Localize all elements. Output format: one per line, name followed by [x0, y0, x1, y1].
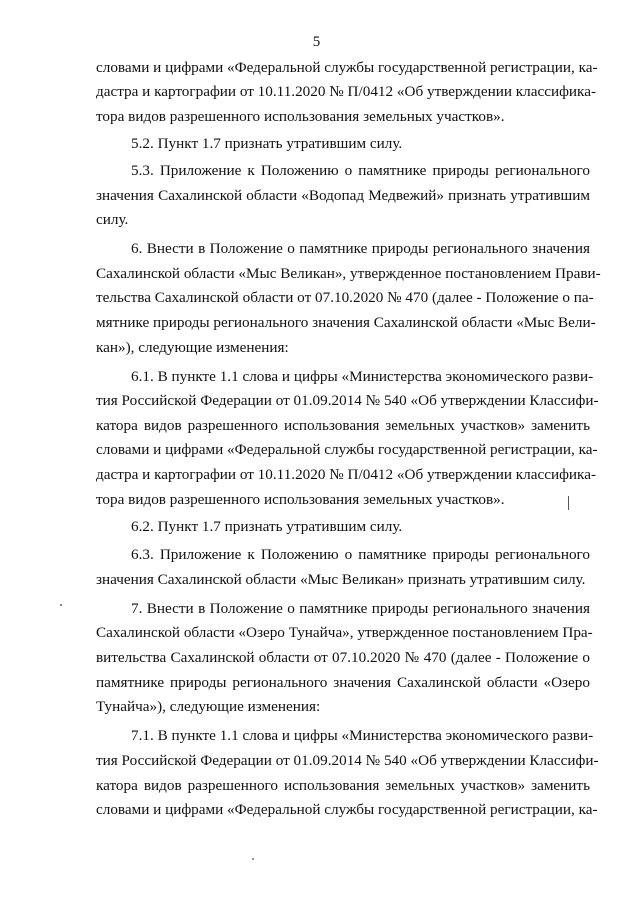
scan-mark [568, 496, 569, 510]
text-line: 6.1. В пункте 1.1 слова и цифры «Министерства экономического разви- [131, 368, 594, 385]
text-line: катора видов разрешенного использования земельных участков» заменить [96, 417, 590, 434]
text-line: дастра и картографии от 10.11.2020 № П/0412 «Об утверждении классифика- [96, 83, 597, 100]
text-line: катора видов разрешенного использования земельных участков» заменить [96, 777, 590, 794]
text-line: Сахалинской области «Мыс Великан», утвержденное постановлением Прави- [96, 265, 601, 282]
text-line: тия Российской Федерации от 01.09.2014 № 540 «Об утверждении Классифи- [96, 752, 599, 769]
text-line: значения Сахалинской области «Водопад Медвежий» признать утратившим [96, 187, 590, 204]
text-line: дастра и картографии от 10.11.2020 № П/0412 «Об утверждении классифика- [96, 466, 597, 483]
text-line: значения Сахалинской области «Мыс Великан» признать утратившим силу. [96, 571, 586, 588]
text-line: 6.2. Пункт 1.7 признать утратившим силу. [131, 518, 403, 535]
text-line: словами и цифрами «Федеральной службы государственной регистрации, ка- [96, 59, 598, 76]
text-line: 5.3. Приложение к Положению о памятнике природы регионального [131, 162, 590, 179]
text-line: кан»), следующие изменения: [96, 339, 289, 356]
page-number: 5 [312, 34, 321, 50]
text-line: тельства Сахалинской области от 07.10.2020 № 470 (далее - Положение о па- [96, 289, 594, 306]
text-line: 5.2. Пункт 1.7 признать утратившим силу. [131, 135, 403, 152]
text-line: 6. Внести в Положение о памятнике природы регионального значения [131, 240, 590, 257]
text-line: мятнике природы регионального значения Сахалинской области «Мыс Вели- [96, 314, 596, 331]
text-line: 6.3. Приложение к Положению о памятнике природы регионального [131, 546, 590, 563]
text-line: вительства Сахалинской области от 07.10.2020 № 470 (далее - Положение о [96, 649, 590, 666]
text-line: Тунайча»), следующие изменения: [96, 698, 321, 715]
text-line: словами и цифрами «Федеральной службы государственной регистрации, ка- [96, 801, 598, 818]
text-line: 7.1. В пункте 1.1 слова и цифры «Министерства экономического разви- [131, 727, 594, 744]
text-line: Сахалинской области «Озеро Тунайча», утвержденное постановлением Пра- [96, 624, 593, 641]
scan-mark [60, 604, 62, 606]
scan-mark [252, 858, 254, 860]
text-line: тора видов разрешенного использования земельных участков». [96, 108, 505, 125]
text-line: тия Российской Федерации от 01.09.2014 № 540 «Об утверждении Классифи- [96, 392, 599, 409]
text-line: словами и цифрами «Федеральной службы государственной регистрации, ка- [96, 441, 598, 458]
text-line: памятнике природы регионального значения Сахалинской области «Озеро [96, 674, 590, 691]
text-line: тора видов разрешенного использования земельных участков». [96, 491, 505, 508]
text-line: силу. [96, 211, 129, 228]
text-line: 7. Внести в Положение о памятнике природы регионального значения [131, 600, 590, 617]
